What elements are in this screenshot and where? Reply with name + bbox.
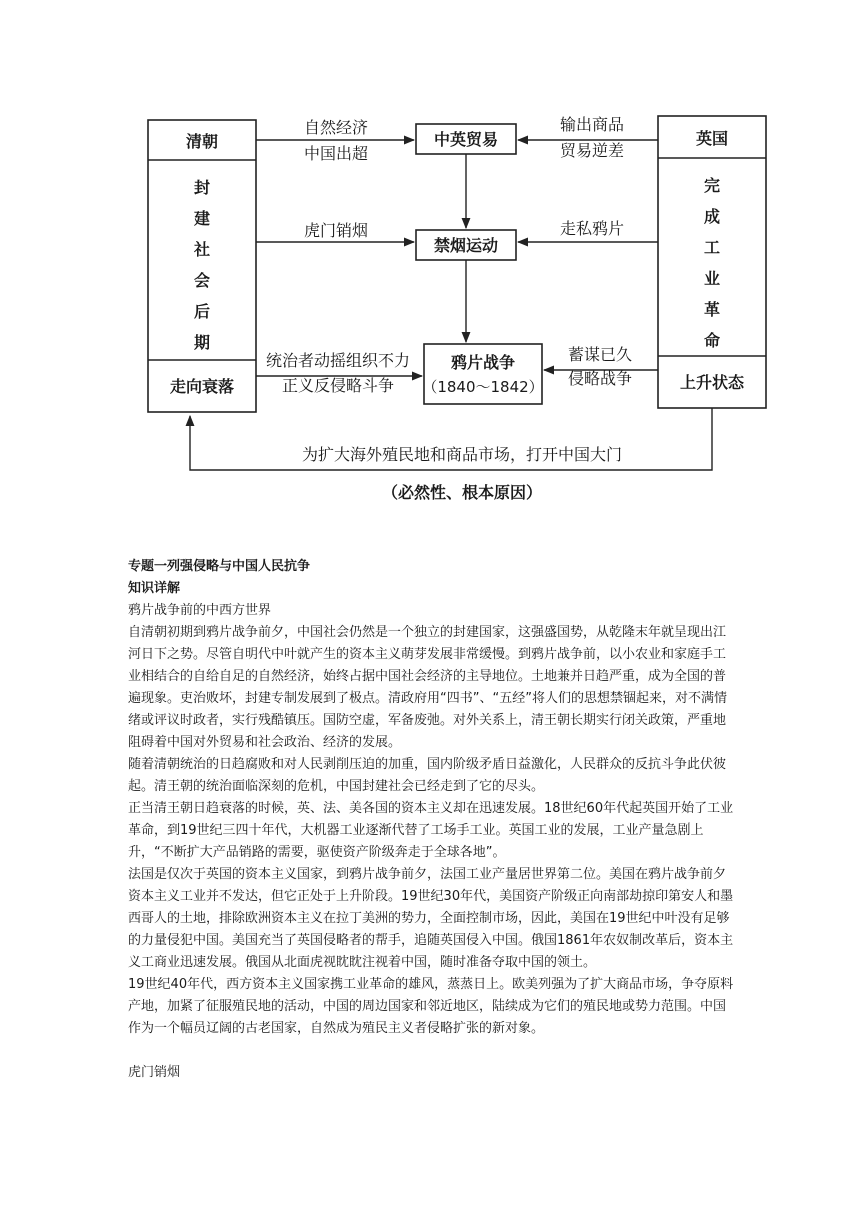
trade-box bbox=[416, 124, 516, 154]
edge-label: 虎门销烟 bbox=[303, 221, 369, 240]
paragraph: 19世纪40年代，西方资本主义国家携工业革命的雄风，蒸蒸日上。欧美列强为了扩大商品市场，争夺原料产地，加紧了征服殖民地的活动，中国的周边国家和邻近地区，陆续成为它们的殖民地或势力范围。中国作为一个幅员辽阔的古老国家，自然成为殖民主义者侵略扩张的新对象。 bbox=[128, 977, 734, 1036]
qing-state-char: 社 bbox=[193, 240, 211, 259]
edge-label: 贸易逆差 bbox=[559, 141, 625, 160]
war-box bbox=[422, 344, 543, 404]
war-label: 鸦片战争 bbox=[450, 353, 516, 372]
edge-label: 蓄谋已久 bbox=[567, 345, 633, 364]
britain-title: 英国 bbox=[695, 129, 729, 148]
qing-column bbox=[148, 120, 256, 412]
history-diagram bbox=[140, 108, 780, 518]
qing-state-char: 封 bbox=[193, 178, 211, 197]
qing-state-char: 会 bbox=[193, 271, 211, 290]
bottom-label: 为扩大海外殖民地和商品市场，打开中国大门 bbox=[301, 445, 623, 464]
paragraph: 自清朝初期到鸦片战争前夕，中国社会仍然是一个独立的封建国家，这强盛国势，从乾隆末年就呈现出江河日下之势。尽管自明代中叶就产生的资本主义萌芽发展非常缓慢。到鸦片战争前，以小农业和家庭手工业相结合的自给自足的自然经济，始终占据中国社会经济的主导地位。土地兼并日趋严重，成为全国的普遍现象。吏治败坏，封建专制发展到了极点。清政府用“四书”、“五经”将人们的思想禁锢起来，对不满情绪或评议时政者，实行残酷镇压。国防空虚，军备废弛。对外关系上，清王朝长期实行闭关政策，严重地阻碍着中国对外贸易和社会政治、经济的发展。 bbox=[128, 625, 727, 750]
britain-state-char: 完 bbox=[703, 176, 721, 195]
paragraph: 法国是仅次于英国的资本主义国家，到鸦片战争前夕，法国工业产量居世界第二位。美国在鸦片战争前夕资本主义工业并不发达，但它正处于上升阶段。19世纪30年代，美国资产阶级正向南部劫掠印第安人和墨西哥人的土地，排除欧洲资本主义在拉丁美洲的势力，全面控制市场，因此，美国在19世纪中叶没有足够的力量侵犯中国。美国充当了英国侵略者的帮手，追随英国侵入中国。俄国1861年农奴制改革后，资本主义工商业迅速发展。俄国从北面虎视眈眈注视着中国，随时准备夺取中国的领土。 bbox=[128, 867, 734, 970]
ban-box bbox=[416, 230, 516, 260]
article-title: 专题一列强侵略与中国人民抗争 bbox=[128, 559, 311, 574]
section-heading: 鸦片战争前的中西方世界 bbox=[128, 603, 272, 618]
britain-state-char: 业 bbox=[703, 269, 721, 288]
paragraph: 正当清王朝日趋衰落的时候，英、法、美各国的资本主义却在迅速发展。18世纪60年代起英国开始了工业革命，到19世纪三四十年代，大机器工业逐渐代替了工场手工业。英国工业的发展，工业产量急剧上升，“不断扩大产品销路的需要，驱使资产阶级奔走于全球各地”。 bbox=[128, 801, 734, 860]
edge-label: 统治者动摇组织不力 bbox=[265, 351, 411, 370]
qing-title: 清朝 bbox=[185, 132, 219, 151]
trade-label: 中英贸易 bbox=[433, 130, 499, 149]
britain-bottom: 上升状态 bbox=[679, 373, 745, 392]
qing-state-char: 期 bbox=[193, 333, 211, 352]
war-years: （1840～1842） bbox=[422, 378, 544, 396]
edge-label: 侵略战争 bbox=[567, 369, 633, 388]
qing-bottom: 走向衰落 bbox=[169, 377, 235, 396]
britain-state-char: 成 bbox=[703, 207, 721, 226]
britain-state-char: 命 bbox=[703, 331, 721, 350]
bottom-note: （必然性、根本原因） bbox=[381, 483, 543, 502]
article-subtitle: 知识详解 bbox=[128, 581, 181, 596]
spacer bbox=[128, 1040, 734, 1062]
britain-state-char: 革 bbox=[703, 300, 721, 319]
edge-label: 输出商品 bbox=[559, 115, 625, 134]
britain-column bbox=[658, 116, 766, 408]
ban-label: 禁烟运动 bbox=[433, 236, 499, 255]
section-heading: 虎门销烟 bbox=[128, 1065, 181, 1080]
qing-state-char: 后 bbox=[193, 302, 211, 321]
edge-label: 正义反侵略斗争 bbox=[281, 376, 395, 395]
qing-state-char: 建 bbox=[193, 209, 211, 228]
edge-label: 中国出超 bbox=[303, 144, 369, 163]
britain-state-char: 工 bbox=[703, 238, 721, 257]
article bbox=[128, 556, 734, 1084]
paragraph: 随着清朝统治的日趋腐败和对人民剥削压迫的加重，国内阶级矛盾日益激化，人民群众的反抗斗争此伏彼起。清王朝的统治面临深刻的危机，中国封建社会已经走到了它的尽头。 bbox=[128, 757, 727, 794]
edge-label: 走私鸦片 bbox=[559, 219, 625, 238]
edge-label: 自然经济 bbox=[303, 118, 369, 137]
